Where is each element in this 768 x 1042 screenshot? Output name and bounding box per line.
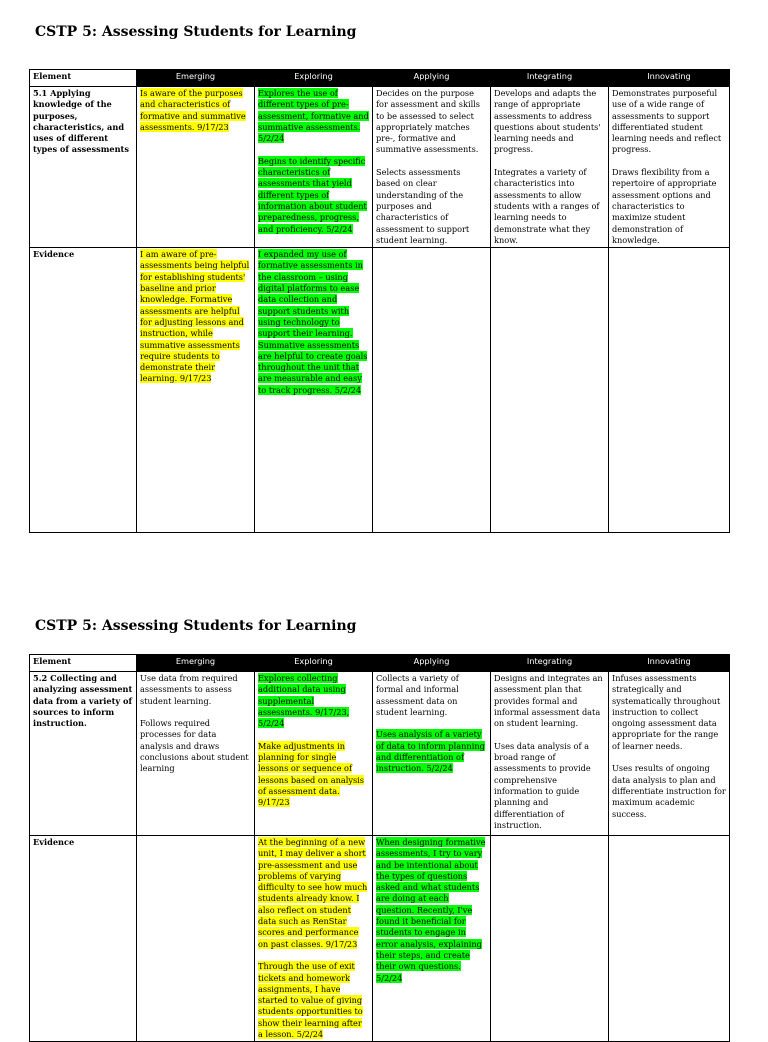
cell-text: Designs and integrates an assessment plan that provides formal and informal assessment data on student learning. [494,673,603,729]
section-title: CSTP 5: Assessing Students for Learning [35,618,357,634]
cell [491,672,609,836]
cell-paragraph [376,673,487,718]
level-header-exploring: Exploring [255,70,373,87]
header-row [30,655,730,672]
element-column-header: Element [30,70,137,87]
cell-paragraph [140,718,251,774]
level-header-integrating: Integrating [491,70,609,87]
cell [373,248,491,533]
cell-paragraph [258,961,369,1040]
level-header-innovating: Innovating [609,70,730,87]
cell-text: Use data from required assessments to assess student learning. [140,673,238,706]
cell [373,836,491,1042]
cell [137,248,255,533]
cell-paragraph [376,729,487,774]
highlighted-text: Uses analysis of a variety of data to inform planning and differentiation of instruction. 5/2/24 [376,729,485,774]
cell-paragraph [376,88,487,156]
cell-paragraph [376,167,487,246]
cell-text: Draws flexibility from a repertoire of appropriate assessment options and characteristics to maximize student demonstration of knowledge. [612,167,717,245]
cell-text: Follows required processes for data analysis and draws conclusions about student learning [140,718,249,774]
cell-paragraph [140,88,251,133]
cell [373,87,491,248]
cell-text: Infuses assessments strategically and systematically throughout instruction to collect ongoing assessment data appropriate for the range of learner needs. [612,673,721,751]
cell [255,87,373,248]
cell [491,248,609,533]
cell-text: Uses data analysis of a broad range of assessments to provide comprehensive information to guide planning and differentiation of instruction. [494,740,591,830]
cell-text: Collects a variety of formal and informal assessment data on student learning. [376,673,459,717]
highlighted-text: Explores collecting additional data using supplemental assessments. 9/17/23, 5/2/24 [258,673,350,729]
level-header-integrating: Integrating [491,655,609,672]
highlighted-text: Begins to identify specific characteristics of assessments that yield different types of information about student preparedness, progress, and proficiency. 5/2/24 [258,155,367,234]
cell-paragraph [258,249,369,396]
section-title: CSTP 5: Assessing Students for Learning [35,24,357,40]
cell-paragraph [258,741,369,809]
rubric-table-5-2 [29,654,730,1042]
cell-paragraph [612,673,726,752]
header-row [30,70,730,87]
cell [609,248,730,533]
rubric-row [30,87,730,248]
cell-paragraph [494,88,605,156]
highlighted-text: At the beginning of a new unit, I may deliver a short pre-assessment and use problems of varying difficulty to see how much students already know. I also reflect on student data such as RenStar scores and performance on past classes. 9/17/23 [258,837,368,949]
highlighted-text: Make adjustments in planning for single lessons or sequence of lessons based on analysis of assessment data. 9/17/23 [258,740,364,808]
cell [255,836,373,1042]
cell-paragraph [376,837,487,984]
cell-paragraph [258,88,369,144]
cell [609,87,730,248]
cell [373,672,491,836]
cell [255,248,373,533]
level-header-exploring: Exploring [255,655,373,672]
cell-text: Integrates a variety of characteristics into assessments to allow students with a ranges of learning needs to demonstrate what they know. [494,167,600,245]
level-header-applying: Applying [373,655,491,672]
evidence-row [30,248,730,533]
evidence-label: Evidence [30,836,137,1042]
cell-paragraph [612,763,726,819]
cell-paragraph [494,741,605,831]
element-label: 5.2 Collecting and analyzing assessment data from a variety of sources to inform instruction. [30,672,137,836]
cell [137,836,255,1042]
cell-paragraph [140,673,251,707]
cell-paragraph [258,837,369,950]
cell-paragraph [258,673,369,729]
rubric-table-5-1 [29,69,730,533]
cell [491,836,609,1042]
cell-text: Decides on the purpose for assessment and skills to be assessed to select appropriately matches pre-, formative and summative assessments. [376,88,481,155]
rubric-row [30,672,730,836]
cell [491,87,609,248]
highlighted-text: I expanded my use of formative assessments in the classroom – using digital platforms to ease data collection and support students with using technology to support their learning. Summative assessments are helpful to create goals throughout the unit that are measurable and easy to track progress. 5/2/24 [258,249,368,395]
cell-paragraph [140,249,251,385]
evidence-label: Evidence [30,248,137,533]
cell [137,87,255,248]
highlighted-text: Through the use of exit tickets and homework assignments, I have started to value of giving students opportunities to show their learning after a lesson. 5/2/24 [258,961,363,1040]
cell [255,672,373,836]
cell [609,672,730,836]
cell-paragraph [494,167,605,246]
highlighted-text: When designing formative assessments, I try to vary and be intentional about the types of questions asked and what students are doing at each question. Recently, I've found it beneficial for students to engage in error analysis, explaining their steps, and create their own questions. 5/2/24 [376,837,486,983]
cell-text: Develops and adapts the range of appropriate assessments to address questions about students' learning needs and progress. [494,88,601,155]
highlighted-text: Is aware of the purposes and characteristics of formative and summative assessments. 9/17/23 [140,88,246,132]
level-header-applying: Applying [373,70,491,87]
level-header-emerging: Emerging [137,655,255,672]
cell-text: Uses results of ongoing data analysis to plan and differentiate instruction for maximum academic success. [612,763,726,819]
highlighted-text: Explores the use of different types of pre-assessment, formative and summative assessments. 5/2/24 [258,88,369,144]
level-header-emerging: Emerging [137,70,255,87]
level-header-innovating: Innovating [609,655,730,672]
cell-paragraph [258,156,369,235]
cell [609,836,730,1042]
element-label: 5.1 Applying knowledge of the purposes, characteristics, and uses of different types of assessments [30,87,137,248]
element-column-header: Element [30,655,137,672]
cell-text: Demonstrates purposeful use of a wide range of assessments to support differentiated student learning needs and reflect progress. [612,88,722,155]
evidence-row [30,836,730,1042]
cell-paragraph [494,673,605,729]
cell-text: Selects assessments based on clear understanding of the purposes and characteristics of assessment to support student learning. [376,167,470,245]
cell-paragraph [612,88,726,156]
cell-paragraph [612,167,726,246]
cell [137,672,255,836]
highlighted-text: I am aware of pre-assessments being helpful for establishing students' baseline and prior knowledge. Formative assessments are helpful for adjusting lessons and instruction, while summative assessments require students to demonstrate their learning. 9/17/23 [140,249,250,384]
